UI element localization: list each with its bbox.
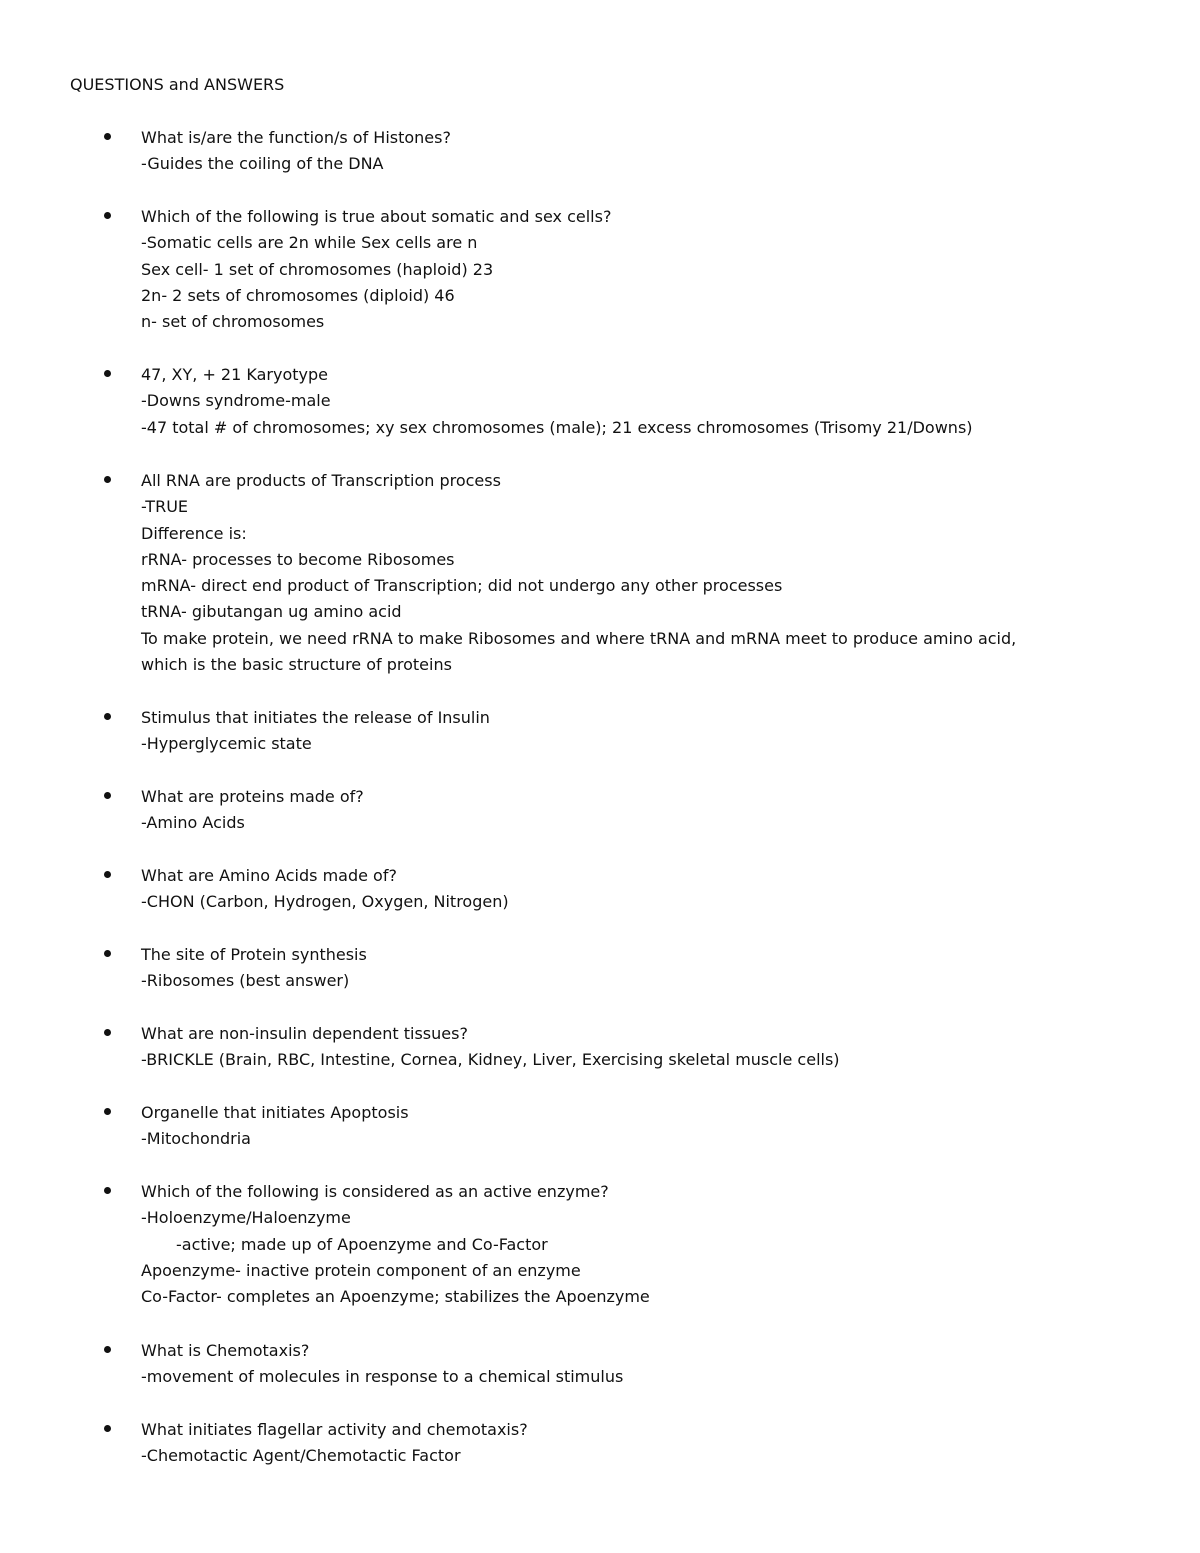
- question-text: 47, XY, + 21 Karyotype: [141, 365, 328, 384]
- question-text: Stimulus that initiates the release of Insulin: [141, 708, 490, 727]
- bullet-icon: [104, 871, 111, 878]
- bullet-icon: [104, 133, 111, 140]
- answer-line: tRNA- gibutangan ug amino acid: [141, 602, 402, 622]
- question-text: All RNA are products of Transcription process: [141, 471, 501, 490]
- answer-line: which is the basic structure of proteins: [141, 655, 452, 675]
- answer-line: -Hyperglycemic state: [141, 734, 312, 754]
- question-text: Which of the following is considered as an active enzyme?: [141, 1182, 609, 1201]
- answer-line: Apoenzyme- inactive protein component of an enzyme: [141, 1260, 581, 1280]
- answer-line: n- set of chromosomes: [141, 312, 325, 332]
- answer-line: -Somatic cells are 2n while Sex cells are n: [141, 233, 478, 253]
- answer-line: mRNA- direct end product of Transcription; did not undergo any other processes: [141, 576, 783, 596]
- answer-line: -Amino Acids: [141, 813, 245, 833]
- answer-line: 2n- 2 sets of chromosomes (diploid) 46: [141, 285, 455, 305]
- answer-line: -CHON (Carbon, Hydrogen, Oxygen, Nitrogen): [141, 892, 509, 912]
- answer-line: -Guides the coiling of the DNA: [141, 154, 384, 174]
- answer-line: Sex cell- 1 set of chromosomes (haploid) 23: [141, 259, 494, 279]
- question-text: Which of the following is true about somatic and sex cells?: [141, 207, 612, 226]
- bullet-icon: [104, 1346, 111, 1353]
- document-title: QUESTIONS and ANSWERS: [70, 75, 285, 94]
- bullet-icon: [104, 476, 111, 483]
- bullet-icon: [104, 792, 111, 799]
- answer-line: -movement of molecules in response to a chemical stimulus: [141, 1367, 624, 1387]
- question-text: Organelle that initiates Apoptosis: [141, 1103, 409, 1122]
- bullet-icon: [104, 1029, 111, 1036]
- bullet-icon: [104, 1187, 111, 1194]
- bullet-icon: [104, 212, 111, 219]
- question-text: What are Amino Acids made of?: [141, 866, 397, 885]
- question-text: What is Chemotaxis?: [141, 1341, 310, 1360]
- bullet-icon: [104, 1108, 111, 1115]
- answer-line: -Mitochondria: [141, 1129, 251, 1149]
- answer-line: -Chemotactic Agent/Chemotactic Factor: [141, 1446, 461, 1466]
- answer-line: rRNA- processes to become Ribosomes: [141, 549, 455, 569]
- question-text: What are proteins made of?: [141, 787, 364, 806]
- answer-line: To make protein, we need rRNA to make Ribosomes and where tRNA and mRNA meet to produce amino acid,: [141, 628, 1017, 648]
- question-text: What initiates flagellar activity and chemotaxis?: [141, 1420, 528, 1439]
- answer-line: -47 total # of chromosomes; xy sex chromosomes (male); 21 excess chromosomes (Trisomy 21/Downs): [141, 417, 973, 437]
- answer-line: Co-Factor- completes an Apoenzyme; stabilizes the Apoenzyme: [141, 1287, 650, 1307]
- answer-line: -Holoenzyme/Haloenzyme: [141, 1208, 351, 1228]
- answer-line: Difference is:: [141, 523, 247, 543]
- question-text: The site of Protein synthesis: [141, 945, 367, 964]
- answer-line: -Downs syndrome-male: [141, 391, 331, 411]
- bullet-icon: [104, 950, 111, 957]
- answer-line: -TRUE: [141, 497, 189, 517]
- answer-line: -active; made up of Apoenzyme and Co-Factor: [176, 1234, 548, 1254]
- question-text: What is/are the function/s of Histones?: [141, 128, 451, 147]
- bullet-icon: [104, 370, 111, 377]
- bullet-icon: [104, 713, 111, 720]
- question-text: What are non-insulin dependent tissues?: [141, 1024, 468, 1043]
- bullet-icon: [104, 1425, 111, 1432]
- answer-line: -BRICKLE (Brain, RBC, Intestine, Cornea, Kidney, Liver, Exercising skeletal muscle cells): [141, 1050, 840, 1070]
- answer-line: -Ribosomes (best answer): [141, 971, 350, 991]
